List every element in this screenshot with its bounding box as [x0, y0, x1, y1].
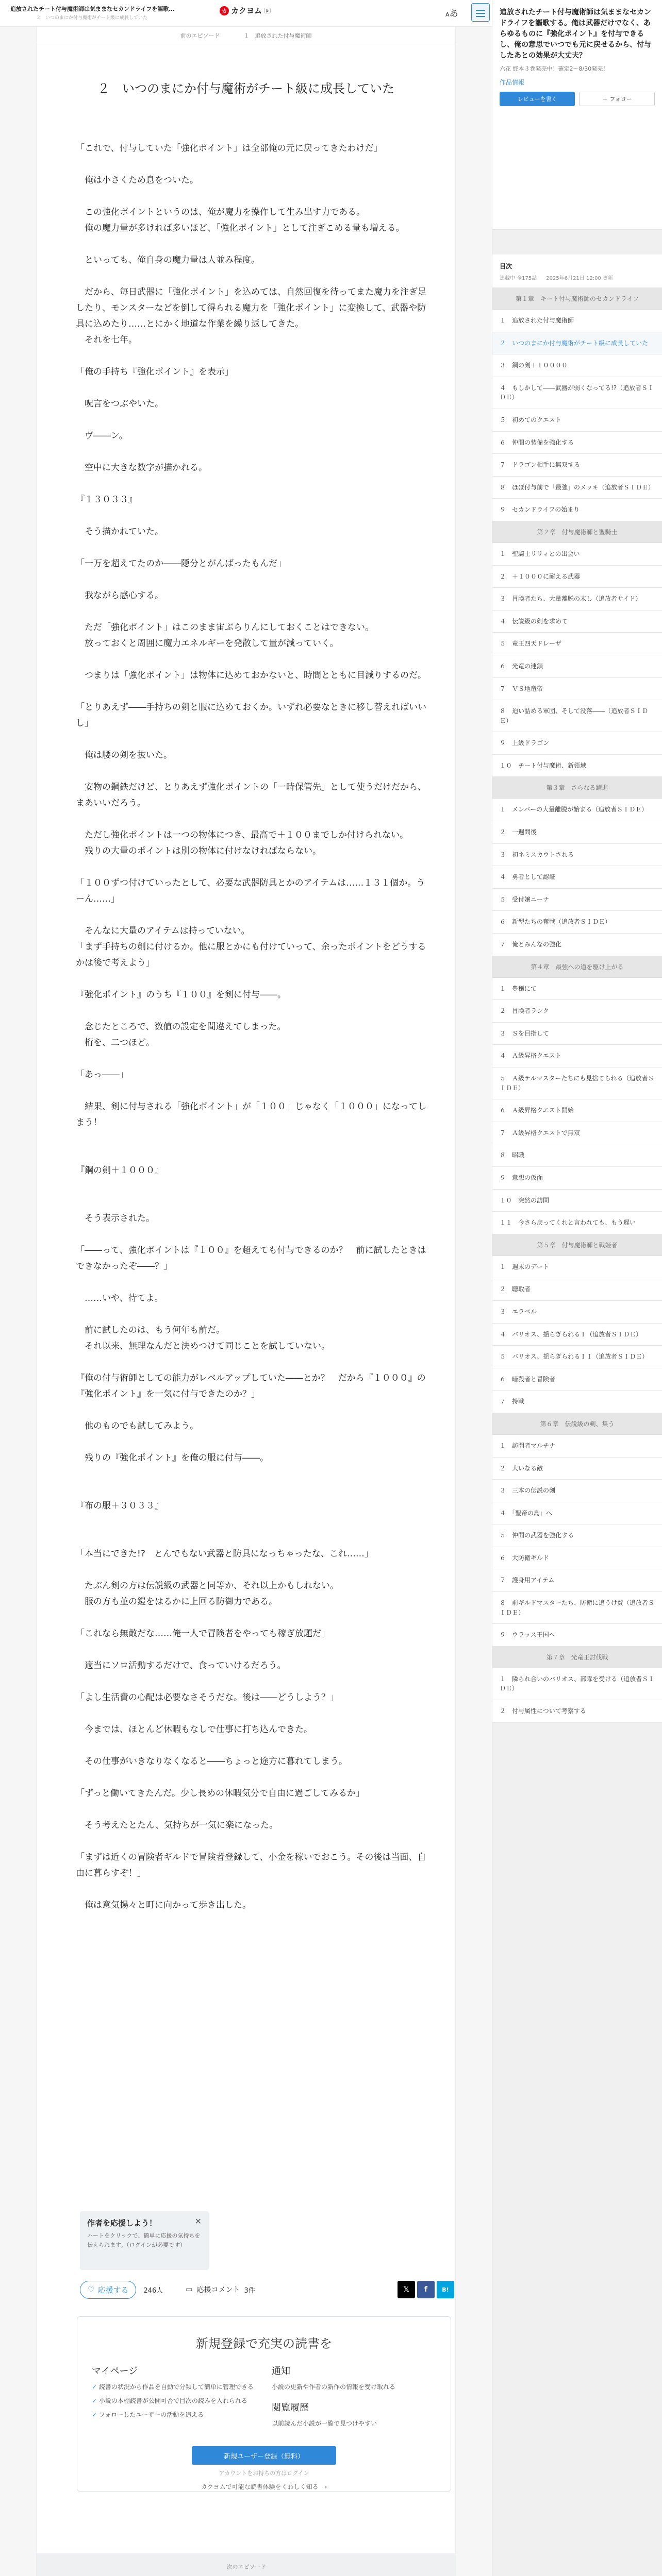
- chapter-heading: 第２章 付与魔術師と聖騎士: [492, 521, 662, 543]
- body-paragraph: 残りの『強化ポイント』を俺の服に付与――。: [76, 1453, 269, 1463]
- header-episode-subtitle: ２ いつのまにか付与魔術がチート級に成長していた: [36, 15, 148, 21]
- body-paragraph: ……いや、待てよ。: [76, 1293, 163, 1303]
- reader-main: [36, 27, 456, 2576]
- body-paragraph: [76, 604, 432, 620]
- body-paragraph: といっても、俺自身の魔力量は人並み程度。: [76, 255, 260, 265]
- work-card: [492, 0, 662, 230]
- toc-item[interactable]: ３ 三本の伝説の剣: [492, 1480, 662, 1502]
- body-paragraph: 「本当にできた!? とんでもない武器と防具になっちゃったな、これ……」: [76, 1549, 373, 1559]
- body-paragraph: [76, 811, 432, 827]
- mypage-feature: ✓ フォローしたユーザーの活動を追える: [92, 2410, 256, 2420]
- chapter-heading: 第４章 最強への道を駆け上がる: [492, 956, 662, 978]
- write-review-button[interactable]: レビューを書く: [500, 92, 575, 106]
- body-paragraph: 適当にソロ活動するだけで、食っていけるだろう。: [76, 1660, 286, 1671]
- history-desc: 以前読んだ小説が一覧で見つけやすい: [272, 2420, 377, 2428]
- body-paragraph: 呪言をつぶやいた。: [76, 399, 163, 409]
- toc-item[interactable]: ３ 初ネミスカウトされる: [492, 844, 662, 867]
- body-paragraph: 『俺の付与術師としての能力がレベルアップしていた――とか？ だから『１０００』の『強化ポイント』を一気に付与できたのか？」: [76, 1373, 426, 1399]
- toc-item[interactable]: ５ Ａ級テルマスターたちにも見捨てられる（追放者ＳＩＤＥ）: [492, 1067, 662, 1099]
- toc-item[interactable]: ６ 大防衛ギルド: [492, 1547, 662, 1570]
- register-panel: [77, 2316, 451, 2492]
- toc-item-current[interactable]: ２ いつのまにか付与魔術がチート級に成長していた: [492, 332, 662, 355]
- toc-item[interactable]: ２ 一週間後: [492, 821, 662, 844]
- body-paragraph: [76, 1562, 432, 1578]
- next-episode-panel[interactable]: [37, 2553, 456, 2576]
- toc-list: [492, 288, 662, 1723]
- body-paragraph: [76, 1610, 432, 1626]
- body-paragraph: それ以来、無理なんだと決めつけて同じことを試していない。: [76, 1341, 330, 1351]
- body-paragraph: 「一万を超えてたのか――隠分とがんばったもんだ」: [76, 558, 286, 569]
- toc-item[interactable]: １ 豊穣にて: [492, 978, 662, 1001]
- body-paragraph: 服の方も並の鎧をはるかに上回る防御力である。: [76, 1597, 277, 1607]
- body-paragraph: 我ながら感心する。: [76, 590, 163, 601]
- header-work-title[interactable]: 追放されたチート付与魔術師は気ままなセカンドライフを謳歌…: [10, 6, 175, 12]
- body-paragraph: 俺は意気揚々と町に向かって歩き出した。: [76, 1900, 251, 1910]
- body-paragraph: [76, 1402, 432, 1418]
- episode-body: [76, 125, 432, 1913]
- notify-heading: 通知: [272, 2366, 290, 2377]
- body-paragraph: [76, 412, 432, 428]
- body-paragraph: [76, 1227, 432, 1243]
- body-paragraph: [76, 125, 432, 141]
- body-paragraph: 放っておくと周囲に魔力エネルギーを発散して量が減っていく。: [76, 638, 339, 649]
- toc-item[interactable]: ２ 冒険者ランク: [492, 1000, 662, 1023]
- body-paragraph: [76, 971, 432, 987]
- body-paragraph: [76, 1770, 432, 1786]
- body-paragraph: [76, 268, 432, 284]
- body-paragraph: それを七年。: [76, 335, 137, 345]
- body-paragraph: 「これなら無敵だな……俺一人で冒険者をやっても稼ぎ放題だ」: [76, 1629, 330, 1639]
- body-paragraph: 残りの大量のポイントは別の物体に付けなければならない。: [76, 846, 321, 856]
- chapter-heading: 第７章 光竜王討伐戦: [492, 1647, 662, 1668]
- toc-item[interactable]: １ 聖騎士リリィとの出会い: [492, 543, 662, 566]
- body-paragraph: [76, 236, 432, 252]
- mypage-heading: マイページ: [92, 2366, 138, 2377]
- toc-item[interactable]: ５ バリオス、揺らぎられるＩＩ（追放者ＳＩＤＥ）: [492, 1346, 662, 1368]
- chapter-heading: 第３章 さらなる躍進: [492, 777, 662, 799]
- body-paragraph: [76, 1354, 432, 1370]
- kakuyomu-logo[interactable]: カ カクヨム β: [220, 5, 271, 16]
- body-paragraph: 今までは、ほとんど休暇もなしで仕事に打ち込んできた。: [76, 1724, 312, 1735]
- toc-item[interactable]: １０ 突然の訪問: [492, 1190, 662, 1212]
- body-paragraph: だから、毎日武器に「強化ポイント」を込めては、自然回復を待ってまた魔力を注ぎ足したり、モンスターなどを倒して得られる魔力を「強化ポイント」に変換して、武器や防具に込めたり……とにかく地道な作業を繰り返してきた。: [76, 287, 426, 329]
- toc-item[interactable]: ４ Ａ級昇格クエスト: [492, 1045, 662, 1067]
- mypage-feature: ✓ 読書の状況から作品を自動で分類して簡単に管理できる: [92, 2382, 256, 2392]
- toc-item[interactable]: ４ 「聖帝の島」へ: [492, 1502, 662, 1525]
- more-info-link[interactable]: カクヨムで可能な読書体験をくわしく知る ›: [201, 2483, 327, 2491]
- body-paragraph: [76, 1482, 432, 1498]
- toc-item[interactable]: ２ 聴取者: [492, 1278, 662, 1301]
- toc-item[interactable]: ６ 暗殺者と冒険者: [492, 1368, 662, 1391]
- body-paragraph: [76, 1307, 432, 1323]
- body-paragraph: [76, 1674, 432, 1690]
- toc-item[interactable]: ８ 迫い詰める軍団、そして没落――（追放者ＳＩＤＥ）: [492, 700, 662, 732]
- body-paragraph: 「１００ずつ付けていったとして、必要な武器防具とかのアイテムは……１３１個か。うーん……」: [76, 878, 425, 904]
- toc-item[interactable]: ９ 意想の仮面: [492, 1167, 662, 1190]
- toc-item[interactable]: ７ ドラゴン相手に無双する: [492, 454, 662, 477]
- toc-item[interactable]: １ メンバーの大量離脱が始まる（追放者ＳＩＤＥ）: [492, 799, 662, 821]
- chapter-heading: 第５章 付与魔術師と戦姫者: [492, 1234, 662, 1256]
- toc-item[interactable]: ７ 持戦: [492, 1391, 662, 1413]
- body-paragraph: [76, 764, 432, 779]
- toc-item[interactable]: ３ 鋼の剣＋１００００: [492, 354, 662, 377]
- body-paragraph: 『１３０３３』: [76, 495, 137, 505]
- body-paragraph: 「まず手持ちの剣に付けるか。他に服とかにも付けていって、余ったポイントをどうするかは後で考えよう」: [76, 942, 426, 968]
- toc-heading: 目次: [500, 263, 512, 270]
- body-paragraph: [76, 907, 432, 923]
- signup-button[interactable]: 新規ユーザー登録（無料）: [192, 2446, 336, 2465]
- chapter-heading: 第６章 伝説級の剣、集う: [492, 1413, 662, 1435]
- mypage-feature: ✓ 小説の本棚読書が公開可否で目次の読みを入れられる: [92, 2396, 256, 2406]
- body-paragraph: [76, 380, 432, 396]
- body-paragraph: この強化ポイントというのは、俺が魔力を操作して生み出す力である。: [76, 207, 365, 217]
- body-paragraph: ただし強化ポイントは一つの物体につき、最高で＋１００までしか付けられない。: [76, 830, 408, 840]
- body-paragraph: [76, 1131, 432, 1147]
- font-settings-icon[interactable]: Aあ: [445, 9, 458, 19]
- share-buttons: [398, 2281, 454, 2298]
- toc-item[interactable]: ６ 仲間の装備を強化する: [492, 432, 662, 454]
- body-paragraph: 「よし生活費の心配は必要なさそうだな。後は――どうしよう？」: [76, 1692, 339, 1703]
- support-popup: [80, 2211, 209, 2270]
- body-paragraph: ただ「強化ポイント」はこのまま宙ぶらりんにしておくことはできない。: [76, 622, 374, 633]
- body-paragraph: 「あっ――」: [76, 1070, 128, 1080]
- support-title: 作者を応援しよう！: [87, 2218, 157, 2228]
- toc-item[interactable]: ９ 上級ドラゴン: [492, 732, 662, 755]
- toc-menu-icon[interactable]: [471, 3, 490, 22]
- toc-item[interactable]: ６ 光竜の連鎖: [492, 655, 662, 678]
- body-paragraph: 「ずっと働いてきたんだ。少し長めの休暇気分で自由に過ごしてみるか」: [76, 1788, 365, 1799]
- body-paragraph: [76, 1003, 432, 1019]
- body-paragraph: 『鋼の剣＋１０００』: [76, 1165, 163, 1176]
- body-paragraph: [76, 1834, 432, 1850]
- body-paragraph: 俺は小さくため息をついた。: [76, 175, 198, 185]
- cheer-count[interactable]: 246人: [143, 2286, 163, 2295]
- body-paragraph: 「これで、付与していた「強化ポイント」は全部俺の元に戻ってきたわけだ」: [76, 143, 383, 154]
- toc-item[interactable]: ４ もしかして――武器が弱くなってる!?（追放者ＳＩＤＥ）: [492, 377, 662, 409]
- body-paragraph: [76, 1514, 432, 1530]
- toc-item[interactable]: ２ 大いなる敵: [492, 1458, 662, 1480]
- body-paragraph: [76, 859, 432, 875]
- body-paragraph: [76, 508, 432, 524]
- register-headline: 新規登録で充実の読書を: [196, 2336, 332, 2351]
- toc-item[interactable]: ５ 初めてのクエスト: [492, 409, 662, 432]
- toc-item[interactable]: ５ 竜王四天ドレーザ: [492, 633, 662, 655]
- toc-item[interactable]: １０ チート付与魔術、新領域: [492, 755, 662, 777]
- episode-actions: [80, 2279, 454, 2300]
- body-paragraph: ヴ――ン。: [76, 431, 128, 441]
- body-paragraph: 念じたところで、数値の設定を間違えてしまった。: [76, 1022, 286, 1032]
- body-paragraph: 『布の服＋３０３３』: [76, 1501, 163, 1511]
- body-paragraph: [76, 348, 432, 364]
- body-paragraph: [76, 1882, 432, 1897]
- toc-item[interactable]: ７ ＶＳ地竜帝: [492, 678, 662, 701]
- facebook-share-icon[interactable]: f: [417, 2281, 435, 2298]
- body-paragraph: [76, 1275, 432, 1291]
- toc-item[interactable]: ５ 仲間の武器を強化する: [492, 1524, 662, 1547]
- toc-item[interactable]: ７ Ａ級昇格クエストで無双: [492, 1122, 662, 1145]
- body-paragraph: つまりは「強化ポイント」は物体に込めておかないと、時間とともに目減りするのだ。: [76, 670, 426, 681]
- body-paragraph: [76, 189, 432, 205]
- body-paragraph: [76, 1147, 432, 1163]
- body-paragraph: 俺の魔力量が多ければ多いほど、「強化ポイント」として注ぎこめる量も増える。: [76, 223, 405, 233]
- next-episode-label: 次のエピソード: [226, 2564, 267, 2570]
- close-icon[interactable]: ✕: [194, 2216, 202, 2226]
- x-share-icon[interactable]: 𝕏: [398, 2281, 415, 2298]
- work-info-link[interactable]: 作品情報: [500, 79, 525, 86]
- notify-desc: 小説の更新や作者の新作の情報を受け取れる: [272, 2383, 396, 2391]
- body-paragraph: [76, 1179, 432, 1195]
- top-header: [0, 0, 492, 27]
- body-paragraph: 結果、剣に付与される「強化ポイント」が「１００」じゃなく「１０００」になってしまう！: [76, 1101, 426, 1128]
- toc-item[interactable]: ６ Ａ級昇格クエスト開始: [492, 1099, 662, 1122]
- toc-item[interactable]: ２ ＋１０００に耐える武器: [492, 566, 662, 588]
- body-paragraph: たぶん剣の方は伝説級の武器と同等か、それ以上かもしれない。: [76, 1581, 339, 1591]
- body-paragraph: そう考えたとたん、気持ちが一気に楽になった。: [76, 1820, 278, 1831]
- body-paragraph: [76, 1466, 432, 1482]
- toc-item[interactable]: ９ セカンドライフの始まり: [492, 499, 662, 521]
- body-paragraph: [76, 1083, 432, 1099]
- toc-item[interactable]: １ 追放された付与魔術師: [492, 310, 662, 332]
- current-episode-label[interactable]: １ 追放された付与魔術師: [243, 32, 312, 39]
- chapter-heading: 第１章 キート付与魔術師のセカンドライフ: [492, 288, 662, 310]
- updated-date: 2025年6月21日 12:00 更新: [546, 276, 613, 281]
- body-paragraph: [76, 1642, 432, 1658]
- toc-item[interactable]: １１ 今さら戻ってくれと言われても、もう遅い: [492, 1212, 662, 1234]
- hatena-share-icon[interactable]: B!: [437, 2281, 454, 2298]
- episode-title: ２ いつのまにか付与魔術がチート級に成長していた: [97, 81, 394, 96]
- toc-item[interactable]: ７ 俺とみんなの強化: [492, 934, 662, 956]
- body-paragraph: [76, 572, 432, 588]
- episode-count: 連載中 全175話: [500, 276, 537, 281]
- follow-button[interactable]: ＋ フォロー: [579, 92, 655, 106]
- body-paragraph: [76, 652, 432, 668]
- body-paragraph: そう描かれていた。: [76, 527, 163, 537]
- body-paragraph: [76, 444, 432, 460]
- toc-item[interactable]: ８ 昭職: [492, 1144, 662, 1167]
- episode-nav: [37, 27, 455, 44]
- body-paragraph: そう表示された。: [76, 1213, 155, 1224]
- login-link[interactable]: アカウントをお持ちの方はログイン: [219, 2470, 309, 2477]
- toc-item[interactable]: ３ Ｓを目指して: [492, 1023, 662, 1045]
- body-paragraph: [76, 684, 432, 700]
- comment-icon: ▭: [186, 2285, 193, 2294]
- body-paragraph: [76, 1434, 432, 1450]
- body-paragraph: [76, 732, 432, 748]
- toc-item[interactable]: ４ 勇者として認証: [492, 866, 662, 889]
- body-paragraph: [76, 1195, 432, 1211]
- heart-icon: ♡: [88, 2285, 95, 2294]
- body-paragraph: 他のものでも試してみよう。: [76, 1421, 198, 1431]
- sidebar-tagline: 六花 終本３巻発売中！確定2〜8/30発売！: [500, 65, 609, 72]
- toc-item[interactable]: ４ 伝説級の剣を求めて: [492, 611, 662, 633]
- logo-mark-icon: カ: [220, 6, 229, 15]
- body-paragraph: そんなに大量のアイテムは持っていない。: [76, 926, 250, 936]
- toc-header: [492, 255, 662, 288]
- body-paragraph: 『強化ポイント』のうち『１００』を剣に付与――。: [76, 990, 286, 1000]
- body-paragraph: 空中に大きな数字が描かれる。: [76, 463, 207, 473]
- body-paragraph: [76, 157, 432, 173]
- toc-item[interactable]: ４ バリオス、揺らぎられるＩ（追放者ＳＩＤＥ）: [492, 1324, 662, 1346]
- body-paragraph: [76, 1051, 432, 1067]
- body-paragraph: 「――って、強化ポイントは『１００』を超えても付与できるのか？ 前に試したときはできなかったぞ――？」: [76, 1245, 426, 1272]
- support-desc: ハートをクリックで、簡単に応援の気持ちを伝えられます。（ログインが必要です）: [87, 2232, 201, 2248]
- body-paragraph: [76, 1706, 432, 1722]
- body-paragraph: 俺は腰の剣を抜いた。: [76, 750, 172, 760]
- toc-item[interactable]: ８ 前ギルドマスターたち、防衛に追うけ賛（追放者ＳＩＤＥ）: [492, 1592, 662, 1624]
- toc-sidebar: [492, 0, 662, 2576]
- body-paragraph: 前に試したのは、もう何年も前だ。: [76, 1325, 225, 1335]
- body-paragraph: [76, 1530, 432, 1546]
- toc-item[interactable]: ３ エラベル: [492, 1301, 662, 1324]
- toc-item[interactable]: ９ ウラッス王国へ: [492, 1624, 662, 1647]
- toc-item[interactable]: ６ 新型たちの奮戦（追放者ＳＩＤＥ）: [492, 911, 662, 934]
- body-paragraph: 「俺の手持ち『強化ポイント』を表示」: [76, 367, 234, 377]
- body-paragraph: [76, 476, 432, 492]
- comment-link[interactable]: ▭ 応援コメント 3件: [186, 2285, 255, 2295]
- mypage-feature-list: [92, 2382, 256, 2420]
- toc-item[interactable]: ８ ほぼ付与前で「最強」のメッキ（追放者ＳＩＤＥ）: [492, 477, 662, 499]
- history-heading: 閲覧履歴: [272, 2402, 309, 2414]
- body-paragraph: 「とりあえず――手持ちの剣と服に込めておくか。いずれ必要なときに移し替えればいいし」: [76, 702, 426, 728]
- toc-item[interactable]: １ 隣られ合いのバリオス、部隊を受ける（追放者ＳＩＤＥ）: [492, 1668, 662, 1700]
- toc-item[interactable]: １ 訪問者マルチナ: [492, 1435, 662, 1458]
- body-paragraph: 「まずは近くの冒険者ギルドで冒険者登録して、小金を稼いでおこう。その後は当面、自由に暮らすぞ！」: [76, 1852, 426, 1878]
- toc-item[interactable]: ５ 受付嬢ニーナ: [492, 889, 662, 911]
- body-paragraph: その仕事がいきなりなくなると――ちょっと途方に暮れてしまう。: [76, 1756, 347, 1767]
- body-paragraph: 桁を、二つほど。: [76, 1038, 155, 1048]
- body-paragraph: 安物の鋼鉄だけど、とりあえず強化ポイントの「一時保管先」として使うだけだから、まあいいだろう。: [76, 782, 426, 808]
- toc-item[interactable]: ３ 冒険者たち、大量離脱の末し（追放者サイド）: [492, 588, 662, 611]
- toc-item[interactable]: ２ 付与属性について考察する: [492, 1700, 662, 1723]
- body-paragraph: [76, 1738, 432, 1754]
- body-paragraph: [76, 1802, 432, 1818]
- body-paragraph: [76, 540, 432, 556]
- cheer-button[interactable]: ♡ 応援する: [80, 2281, 136, 2299]
- sidebar-work-title[interactable]: 追放されたチート付与魔術師は気ままなセカンドライフを謳歌する。俺は武器だけでなく、あらゆるものに『強化ポイント』を付与できるし、俺の意思でいつでも元に戻せるから、付与したあとの効果が大丈夫？: [500, 8, 651, 60]
- toc-item[interactable]: １ 週末のデート: [492, 1256, 662, 1279]
- toc-item[interactable]: ７ 護身用アイテム: [492, 1569, 662, 1592]
- prev-episode-link[interactable]: 前のエピソード: [180, 32, 220, 39]
